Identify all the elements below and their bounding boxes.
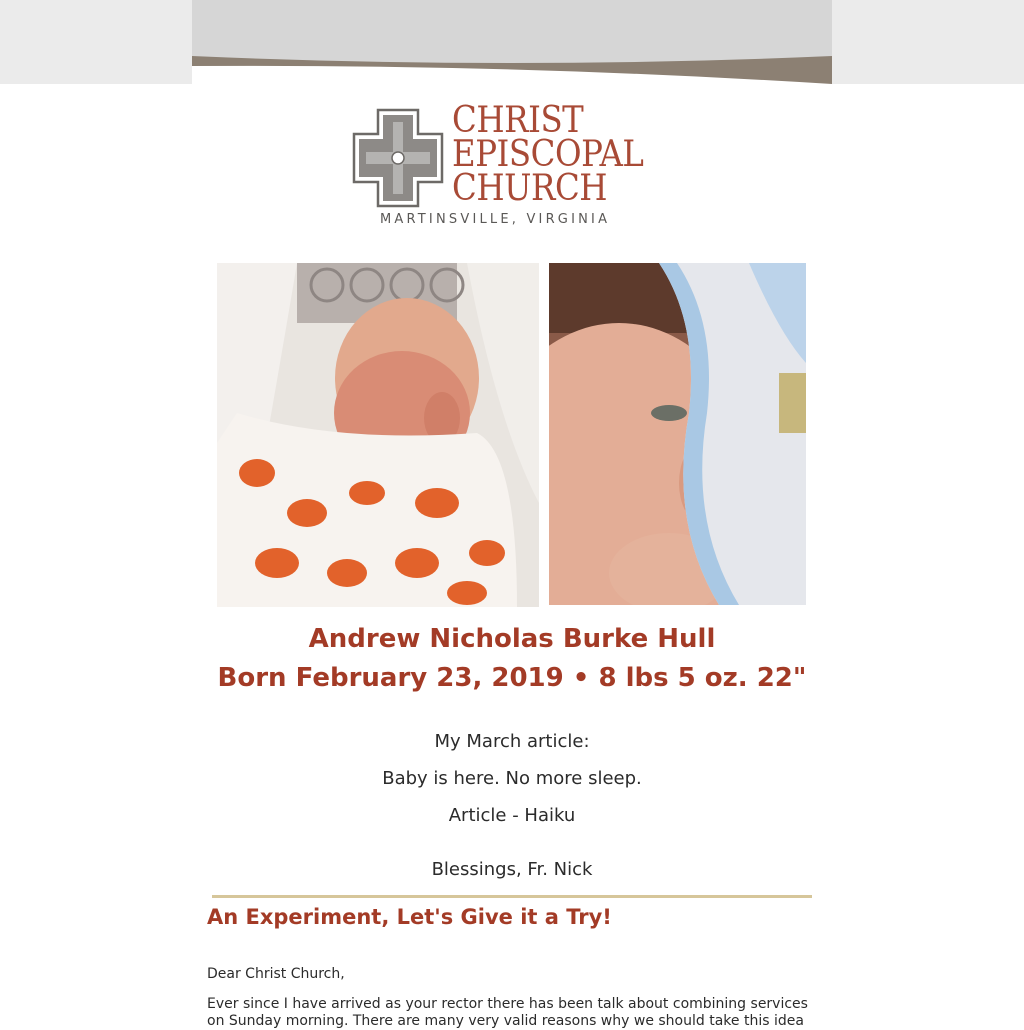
section-title: An Experiment, Let's Give it a Try! [207, 905, 612, 929]
logo-line-1: CHRIST [452, 100, 584, 141]
section-divider [212, 895, 812, 898]
logo-wordmark [452, 100, 644, 209]
baby-name: Andrew Nicholas Burke Hull [308, 624, 716, 654]
header-banner [192, 0, 832, 84]
logo-line-3: CHURCH [452, 168, 608, 209]
article-intro: My March article: [434, 731, 590, 752]
signoff: Blessings, Fr. Nick [431, 859, 593, 880]
cross-icon [352, 108, 444, 212]
article-haiku-line: Baby is here. No more sleep. [382, 768, 642, 789]
letter-paragraph: Ever since I have arrived as your rector there has been talk about combining services on Sunday morning. There are many very valid reasons why we should take this idea [207, 996, 808, 1029]
logo-subtitle: MARTINSVILLE, VIRGINIA [380, 212, 611, 227]
newsletter-body [192, 0, 832, 1029]
letter-greeting: Dear Christ Church, [207, 966, 345, 982]
article-label: Article - Haiku [448, 805, 576, 826]
birth-details: Born February 23, 2019 • 8 lbs 5 oz. 22" [217, 663, 807, 693]
newborn-swaddled-photo [217, 263, 539, 607]
logo-line-2: EPISCOPAL [452, 134, 644, 175]
church-logo[interactable] [352, 100, 682, 230]
newborn-hooded-photo [549, 263, 806, 605]
